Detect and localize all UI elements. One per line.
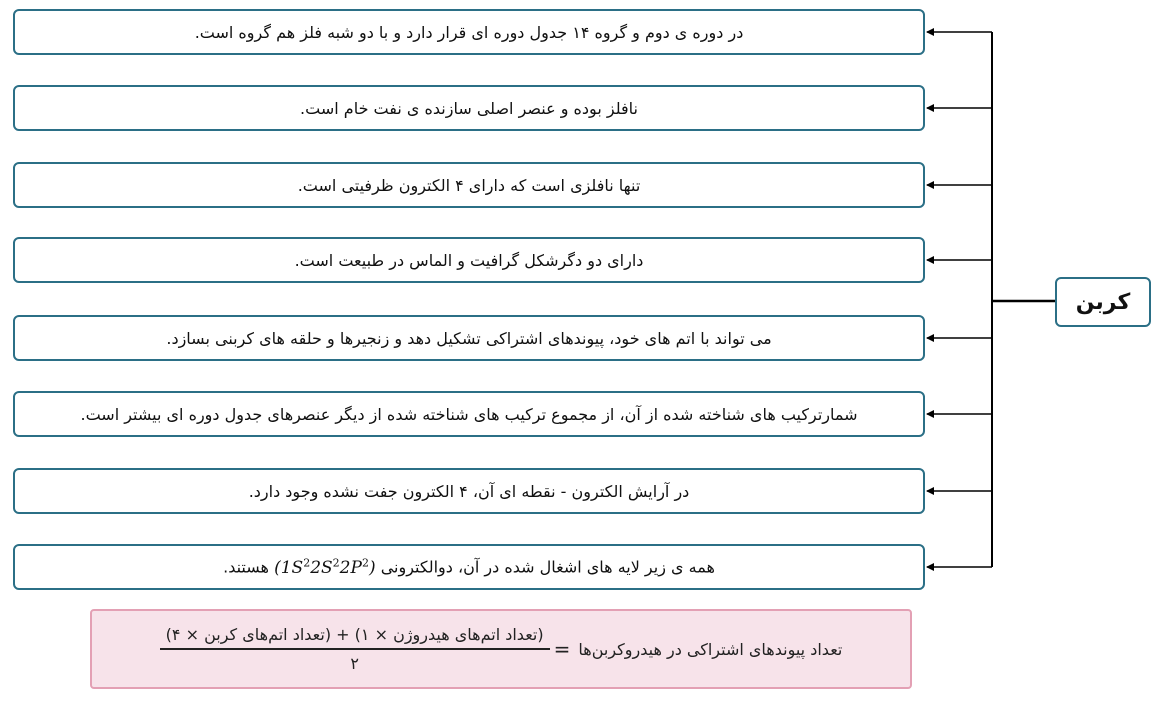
formula-equals: = [553, 637, 571, 661]
root-node-carbon [1055, 277, 1151, 327]
branch-box-3 [13, 162, 925, 208]
branch-box-2 [13, 85, 925, 131]
branch-text-1: در دوره ی دوم و گروه ۱۴ جدول دوره ای قرار دارد و با دو شبه فلز هم گروه است. [194, 22, 744, 42]
branch-box-7 [13, 468, 925, 514]
branch-box-8 [13, 544, 925, 590]
electron-configuration-formula: $(1S^22S^22P^2)$ [274, 556, 376, 578]
branch-box-4 [13, 237, 925, 283]
branch-box-1 [13, 9, 925, 55]
branch-8-text-after: هستند. [223, 557, 269, 577]
branch-text-4: دارای دو دگرشکل گرافیت و الماس در طبیعت است. [294, 250, 644, 270]
branch-box-5 [13, 315, 925, 361]
branch-8-text-before: همه ی زیر لایه های اشغال شده در آن، دوالکترونی [380, 557, 715, 577]
branch-text-3: تنها نافلزی است که دارای ۴ الکترون ظرفیتی است. [297, 175, 641, 195]
branch-text-6: شمارترکیب های شناخته شده از آن، از مجموع ترکیب های شناخته شده از دیگر عنصرهای جدول دوره ای بیشتر است. [80, 404, 858, 424]
branch-text-8 [223, 556, 715, 578]
formula-lhs: تعداد پیوندهای اشتراکی در هیدروکربن‌ها [578, 639, 843, 659]
root-label: کربن [1075, 289, 1131, 315]
formula-numerator: (تعداد اتم‌های هیدروژن × ۱) + (تعداد اتم‌های کربن × ۴) [160, 625, 550, 650]
formula-denominator: ۲ [350, 654, 359, 673]
formula-fraction [160, 625, 550, 673]
branch-text-5: می تواند با اتم های خود، پیوندهای اشتراکی تشکیل دهد و زنجیرها و حلقه های کربنی بسازد. [166, 328, 772, 348]
branch-box-6 [13, 391, 925, 437]
covalent-bond-formula-panel [90, 609, 912, 689]
branch-text-7: در آرایش الکترون - نقطه ای آن، ۴ الکترون جفت نشده وجود دارد. [248, 481, 690, 501]
branch-text-2: نافلز بوده و عنصر اصلی سازنده ی نفت خام است. [300, 98, 638, 118]
